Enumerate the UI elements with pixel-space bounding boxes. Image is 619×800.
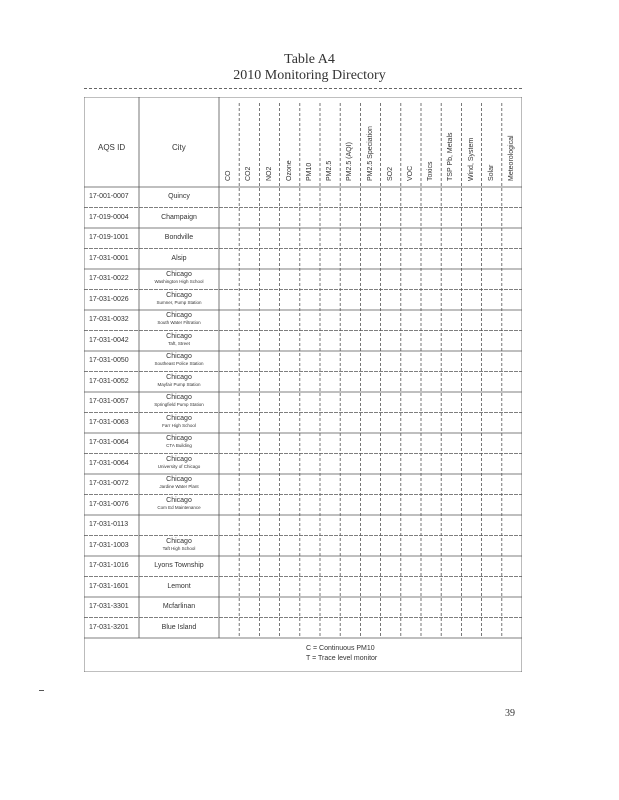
city-name: Chicago <box>166 394 192 401</box>
parameter-header: NO2 <box>265 166 273 181</box>
city-name: Quincy <box>168 193 190 200</box>
row-city <box>139 603 219 611</box>
parameter-header: CO <box>225 170 233 181</box>
parameter-header: CO2 <box>245 166 253 181</box>
header-aqs-id: AQS ID <box>98 143 126 152</box>
row-aqs-id: 17-031-0064 <box>89 439 129 446</box>
site-name: Sumner, Pump Station <box>156 299 202 305</box>
row-aqs-id: 17-031-0076 <box>89 500 129 508</box>
table-title: Table A4 <box>284 52 335 67</box>
row-aqs-id: 17-031-1601 <box>89 582 129 590</box>
row-city <box>139 624 219 632</box>
row-city <box>139 435 219 448</box>
row-city <box>139 234 219 242</box>
city-name: Blue Island <box>161 623 197 631</box>
row-aqs-id: 17-031-3301 <box>89 603 129 610</box>
city-name: Chicago <box>166 271 192 278</box>
margin-mark <box>39 690 44 691</box>
row-aqs-id: 17-031-0072 <box>89 480 129 487</box>
row-aqs-id: 17-031-3201 <box>89 623 129 631</box>
site-name: CTA Building <box>166 443 192 448</box>
header-city: City <box>172 143 186 152</box>
monitoring-directory-table <box>84 97 522 672</box>
city-name: Chicago <box>166 373 192 381</box>
row-city <box>139 333 219 346</box>
parameter-header: Toxics <box>427 161 435 181</box>
row-aqs-id: 17-031-0113 <box>89 521 129 528</box>
city-name: Chicago <box>166 332 192 340</box>
legend-line-2: T = Trace level monitor <box>306 655 378 662</box>
row-city <box>139 214 219 222</box>
row-city <box>139 394 219 407</box>
parameter-header: PM2.5 <box>326 160 334 181</box>
row-aqs-id: 17-019-1001 <box>89 234 129 241</box>
city-name: Lemont <box>167 582 191 590</box>
row-aqs-id: 17-031-0032 <box>89 316 129 323</box>
row-aqs-id: 17-031-0026 <box>89 295 129 303</box>
row-city <box>139 292 219 305</box>
row-aqs-id: 17-031-0022 <box>89 275 129 282</box>
row-city <box>139 312 219 325</box>
row-city <box>139 353 219 366</box>
parameter-header: PM10 <box>305 162 313 181</box>
row-aqs-id: 17-031-1016 <box>89 562 129 569</box>
page-number: 39 <box>505 708 515 719</box>
row-aqs-id: 17-031-0050 <box>89 357 129 364</box>
row-city <box>139 562 219 570</box>
site-name: Taft High School <box>162 545 196 551</box>
row-city <box>139 374 219 387</box>
site-name: Taft, Street <box>168 340 190 346</box>
city-name: Chicago <box>166 312 192 319</box>
city-name: Chicago <box>166 537 192 545</box>
parameter-header: PM2.5 Speciation <box>366 126 374 181</box>
row-aqs-id: 17-031-0064 <box>89 459 129 467</box>
site-name: Com Ed Maintenance <box>157 504 201 510</box>
city-name: Chicago <box>166 455 192 463</box>
parameter-header: Meteorological <box>507 135 515 181</box>
row-city <box>139 271 219 284</box>
city-name: Alsip <box>171 254 187 262</box>
row-city <box>139 538 219 551</box>
site-name: Southeast Police Station <box>154 361 204 366</box>
city-name: Chicago <box>166 414 192 422</box>
site-name: Washington High School <box>154 279 204 284</box>
city-name: Chicago <box>166 496 192 504</box>
city-name: Chicago <box>166 476 192 483</box>
city-name: Bondville <box>164 234 194 241</box>
row-city <box>139 255 219 263</box>
site-name: Mayfair Pump Station <box>157 381 201 387</box>
row-city <box>139 193 219 201</box>
row-city <box>139 583 219 591</box>
row-city <box>139 476 219 489</box>
site-name: Springfield Pump Station <box>154 402 204 407</box>
site-name: University of Chicago <box>157 463 201 469</box>
row-city <box>139 415 219 428</box>
site-name: South Water Filtration <box>157 320 201 325</box>
site-name: Jardine Water Plant <box>159 484 199 489</box>
row-aqs-id: 17-031-0042 <box>89 336 129 344</box>
row-aqs-id: 17-031-0052 <box>89 377 129 385</box>
row-aqs-id: 17-031-0001 <box>89 254 129 262</box>
parameter-header: Wind, System <box>467 137 475 181</box>
parameter-header: SO2 <box>386 166 394 181</box>
row-aqs-id: 17-031-0057 <box>89 398 129 405</box>
table-subtitle: 2010 Monitoring Directory <box>233 68 386 83</box>
parameter-header: VOC <box>406 165 414 181</box>
parameter-header: Ozone <box>285 160 293 181</box>
parameter-header: PM2.5 (AQI) <box>346 142 354 181</box>
city-name: Chicago <box>166 291 192 299</box>
city-name: Chicago <box>166 435 192 442</box>
row-aqs-id: 17-001-0007 <box>89 193 129 200</box>
city-name: Champaign <box>161 213 197 221</box>
row-city <box>139 497 219 510</box>
legend-line-1: C = Continuous PM10 <box>306 645 375 652</box>
row-aqs-id: 17-031-0063 <box>89 418 129 426</box>
title-rule <box>84 88 522 89</box>
row-aqs-id: 17-019-0004 <box>89 213 129 221</box>
parameter-header: TSP Pb, Metals <box>447 132 455 181</box>
site-name: Farr High School <box>162 422 196 428</box>
city-name: Mcfarlinan <box>162 603 196 610</box>
row-city <box>139 456 219 469</box>
row-aqs-id: 17-031-1003 <box>89 541 129 549</box>
parameter-header: Solar <box>487 164 495 181</box>
city-name: Chicago <box>166 353 192 360</box>
city-name: Lyons Township <box>154 562 204 569</box>
